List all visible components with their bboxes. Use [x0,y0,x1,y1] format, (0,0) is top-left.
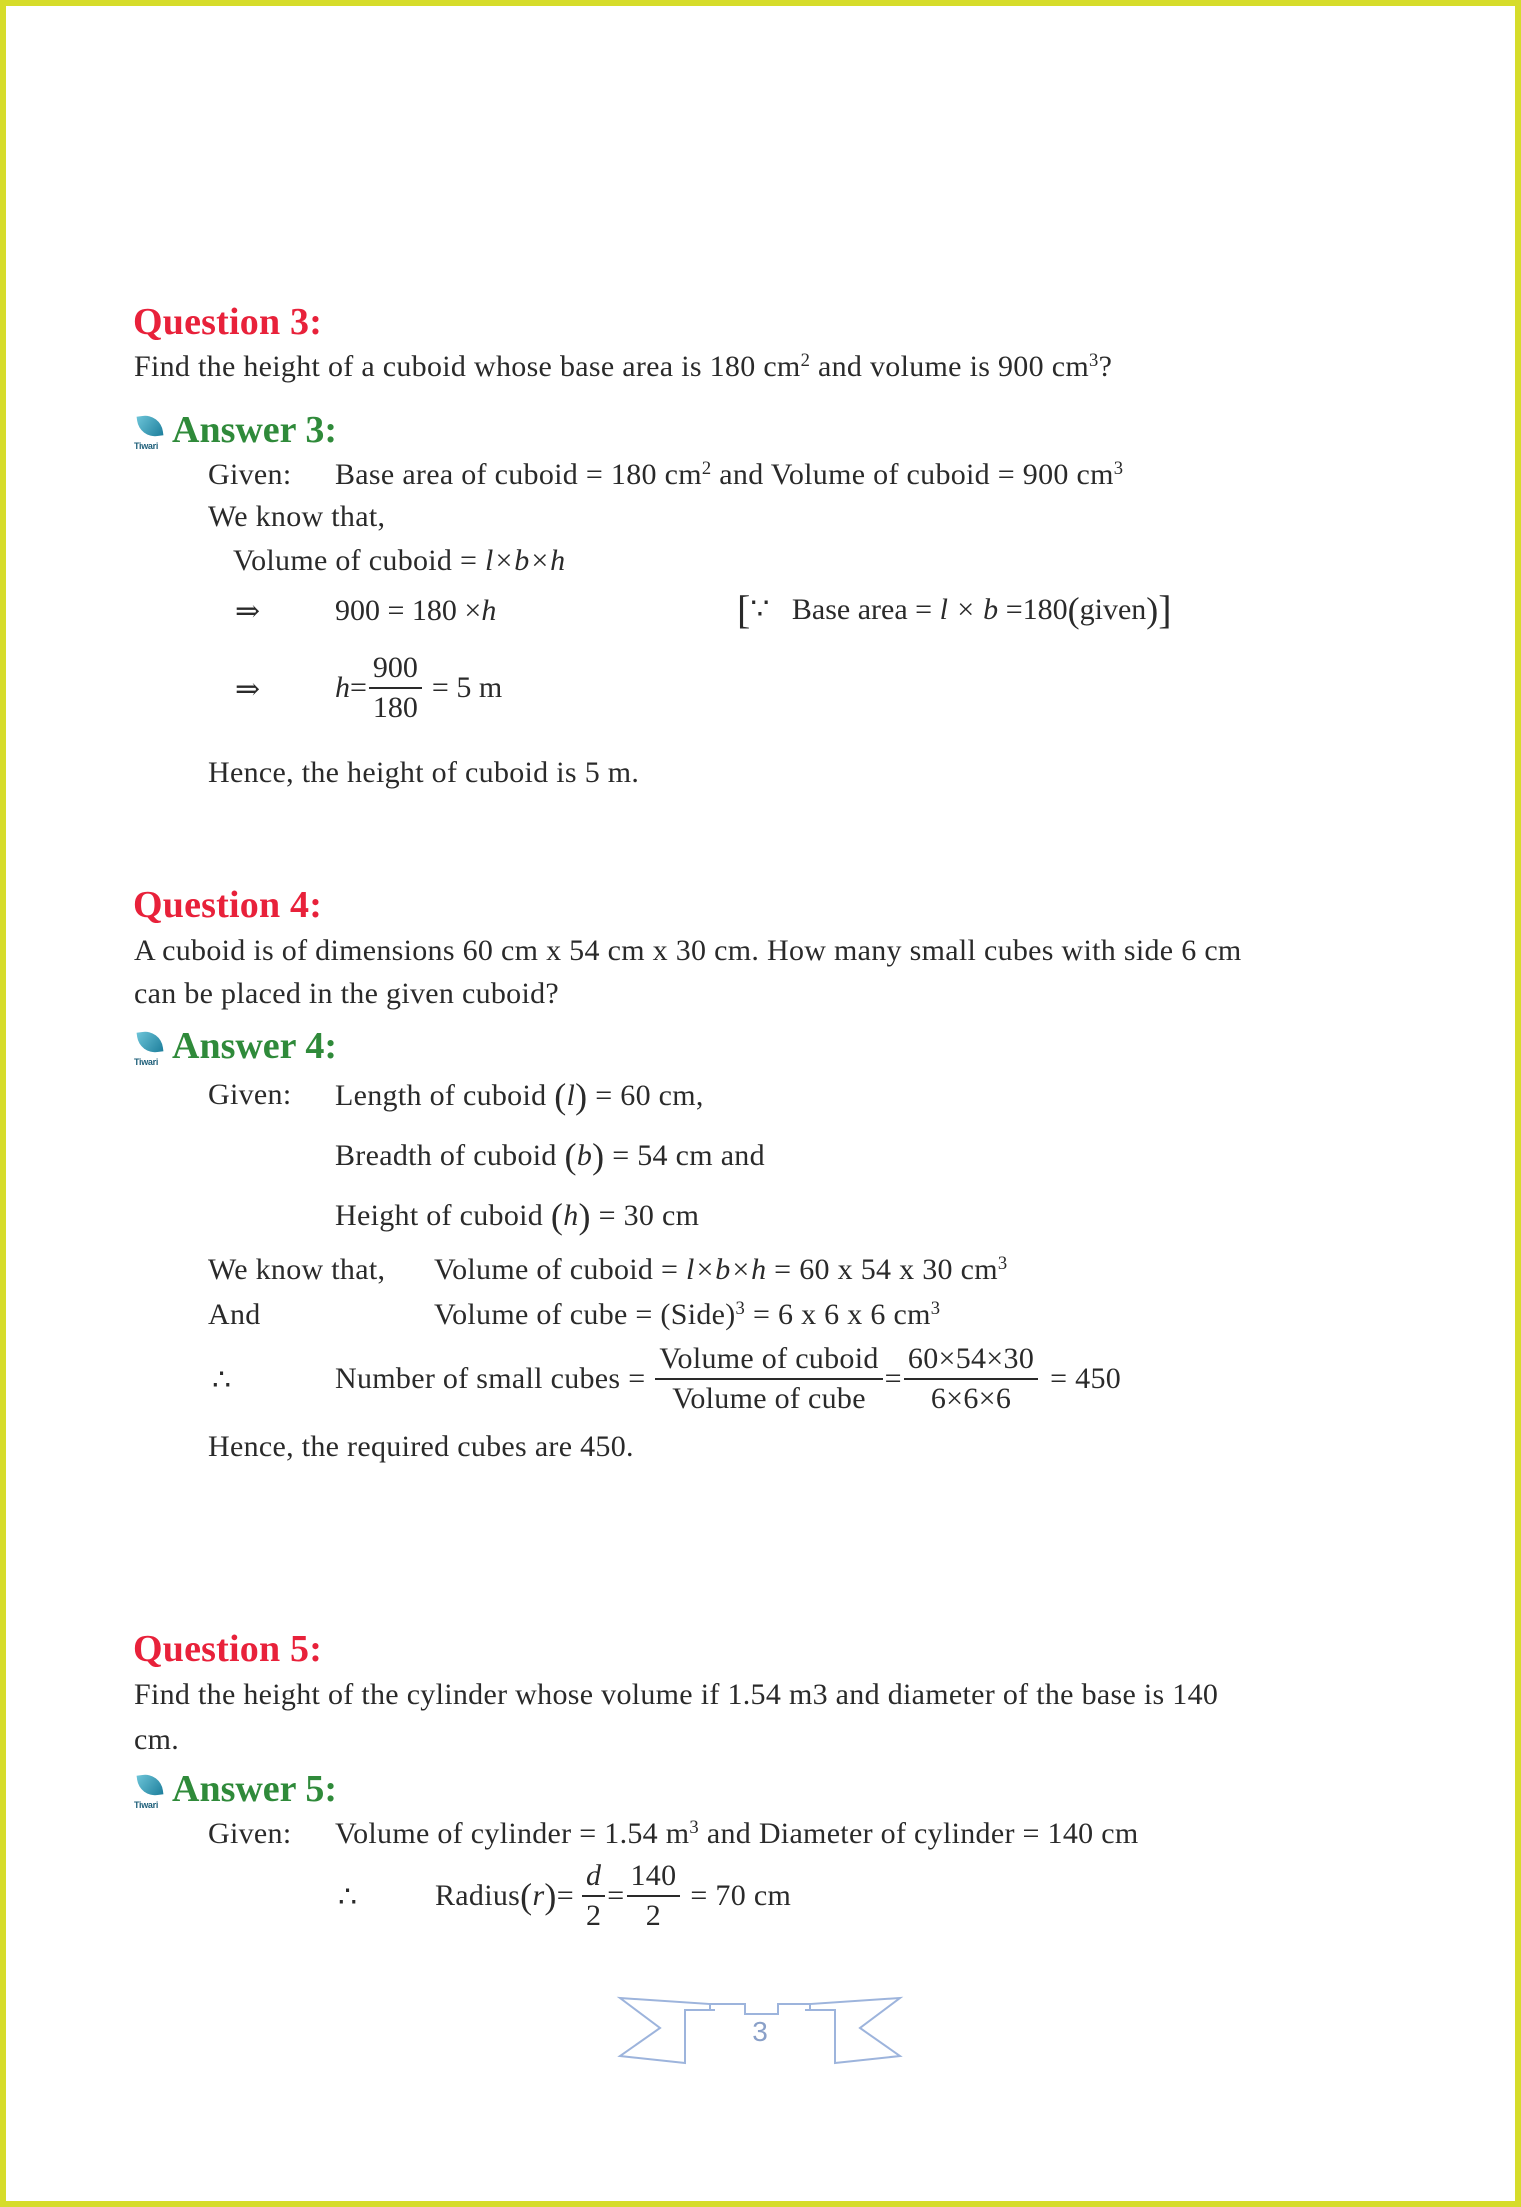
step-1-variable: h [481,594,497,627]
given-text-part: Base area of cuboid = 180 cm [335,458,702,491]
number-of-cubes-label: Number of small cubes = [335,1361,646,1395]
question-5-text-line-2: cm. [134,1723,180,1756]
number-of-cubes-result: = 450 [1050,1361,1122,1395]
fraction-numbers [904,1343,1038,1414]
equals-sign: = [556,1878,574,1912]
right-bracket: ] [1158,587,1172,632]
equals-sign: = [350,670,367,704]
answer-3-given-text [335,458,1123,492]
step-2-result: = 5 m [431,670,503,704]
fraction-volumes [655,1343,882,1414]
answer-3-step-1 [335,594,496,628]
reason-text: Base area = [791,593,940,626]
answer-5-radius [435,1860,791,1931]
radius-label: Radius [435,1878,521,1912]
reason-expression: l × b [939,593,999,626]
implies-symbol: ⇒ [235,673,261,706]
leaf-logo-icon [134,1774,166,1810]
answer-3-formula [233,544,565,578]
fraction-140-over-2 [627,1860,681,1931]
step-2-variable: h [335,670,350,704]
superscript: 3 [735,1297,746,1319]
answer-5-label: Answer 5: [172,1768,338,1810]
answer-3-reason [737,587,1172,632]
because-symbol: ∵ [750,593,770,626]
length-value: = 60 cm, [587,1079,704,1112]
answer-4-volume-cuboid [434,1253,1007,1287]
fraction [369,652,422,723]
answer-4-breadth [335,1138,765,1174]
question-5-heading: Question 5: [133,1628,323,1670]
reason-given: given [1079,593,1147,626]
radius-result: = 70 cm [690,1878,792,1912]
page-number-ribbon [615,1990,905,2068]
leaf-logo-icon [134,415,166,451]
answer-4-length [335,1078,704,1114]
question-4-heading: Question 4: [133,884,323,926]
left-paren: ( [1067,590,1080,630]
fraction-numerator: 60×54×30 [904,1343,1038,1380]
height-label: Height of cuboid [335,1199,551,1232]
left-paren: ( [564,1136,577,1176]
question-3-text-part: and volume is 900 cm [810,350,1089,383]
leaf-logo-icon [134,1031,166,1067]
answer-3-conclusion: Hence, the height of cuboid is 5 m. [208,756,640,789]
breadth-variable: b [576,1139,593,1172]
superscript: 2 [800,349,811,371]
answer-4-given-label: Given: [208,1078,292,1111]
right-paren: ) [578,1196,591,1236]
breadth-value: = 54 cm and [604,1139,765,1172]
given-text-part: and Volume of cuboid = 900 cm [711,458,1114,491]
answer-3-step-2 [335,652,502,723]
superscript: 3 [997,1252,1008,1274]
volume-cuboid-label: Volume of cuboid = [434,1253,687,1286]
logo-text: Tiwari [134,1057,159,1068]
answer-3-given-label: Given: [208,458,292,491]
radius-variable: r [532,1878,545,1912]
logo-text: Tiwari [134,1800,159,1811]
answer-5-given-text [335,1817,1139,1851]
logo-text: Tiwari [134,441,159,452]
formula-label: Volume of cuboid = [233,544,486,577]
answer-5-heading [134,1767,337,1811]
volume-cuboid-expression: l×b×h [686,1253,767,1286]
left-paren: ( [520,1875,533,1916]
superscript: 3 [1088,349,1099,371]
answer-4-number-of-cubes [335,1343,1121,1414]
length-label: Length of cuboid [335,1079,555,1112]
left-paren: ( [554,1076,567,1116]
height-value: = 30 cm [590,1199,700,1232]
page-number: 3 [752,2016,768,2047]
superscript: 3 [930,1297,941,1319]
breadth-label: Breadth of cuboid [335,1139,565,1172]
right-paren: ) [575,1076,588,1116]
question-3-text-part: Find the height of a cuboid whose base area is 180 cm [134,350,801,383]
fraction-numerator: d [582,1860,605,1897]
fraction-denominator: Volume of cube [672,1381,866,1415]
superscript: 3 [689,1816,700,1838]
answer-4-height [335,1198,699,1234]
volume-cube-value: = 6 x 6 x 6 cm [745,1298,931,1331]
equals-sign: = [884,1361,902,1395]
question-3-text-part: ? [1098,350,1113,383]
volume-cube-text: Volume of cube = (Side) [434,1298,736,1331]
equals-sign: = [607,1878,625,1912]
question-4-text-line-1: A cuboid is of dimensions 60 cm x 54 cm x 30 cm. How many small cubes with side 6 cm [134,934,1242,967]
answer-3-heading [134,408,337,452]
implies-symbol: ⇒ [235,595,261,628]
right-paren: ) [592,1136,605,1176]
step-1-lhs: 900 = 180 × [335,594,482,627]
fraction-denominator: 2 [585,1898,602,1932]
answer-4-and-label: And [208,1298,261,1331]
answer-4-label: Answer 4: [172,1025,338,1067]
answer-4-volume-cube [434,1298,940,1332]
length-variable: l [566,1079,576,1112]
therefore-symbol: ∴ [212,1364,232,1397]
fraction-denominator: 6×6×6 [930,1381,1012,1415]
given-text-part: and Diameter of cylinder = 140 cm [699,1817,1139,1850]
height-variable: h [563,1199,579,1232]
answer-3-label: Answer 3: [172,409,338,451]
left-paren: ( [550,1196,564,1236]
superscript: 3 [1113,457,1124,479]
left-bracket: [ [737,587,751,632]
formula-expression: l×b×h [485,544,566,577]
reason-value: =180 [998,593,1068,626]
volume-cuboid-value: = 60 x 54 x 30 cm [766,1253,998,1286]
superscript: 2 [701,457,712,479]
fraction-d-over-2 [582,1860,605,1931]
answer-3-we-know: We know that, [208,500,386,533]
right-paren: ) [544,1875,557,1916]
fraction-numerator: 140 [627,1860,681,1897]
answer-4-we-know: We know that, [208,1253,386,1286]
question-4-text-line-2: can be placed in the given cuboid? [134,977,560,1010]
question-3-text [134,350,1112,384]
right-paren: ) [1146,590,1159,630]
answer-5-given-label: Given: [208,1817,292,1850]
question-5-text-line-1: Find the height of the cylinder whose volume if 1.54 m3 and diameter of the base is 140 [134,1678,1219,1711]
answer-4-heading [134,1024,337,1068]
answer-4-conclusion: Hence, the required cubes are 450. [208,1430,634,1463]
question-3-heading: Question 3: [133,301,323,343]
fraction-numerator: Volume of cuboid [655,1343,882,1380]
given-text-part: Volume of cylinder = 1.54 m [335,1817,690,1850]
fraction-numerator: 900 [369,652,422,689]
fraction-denominator: 180 [372,690,418,724]
therefore-symbol: ∴ [338,1881,358,1914]
fraction-denominator: 2 [645,1898,662,1932]
